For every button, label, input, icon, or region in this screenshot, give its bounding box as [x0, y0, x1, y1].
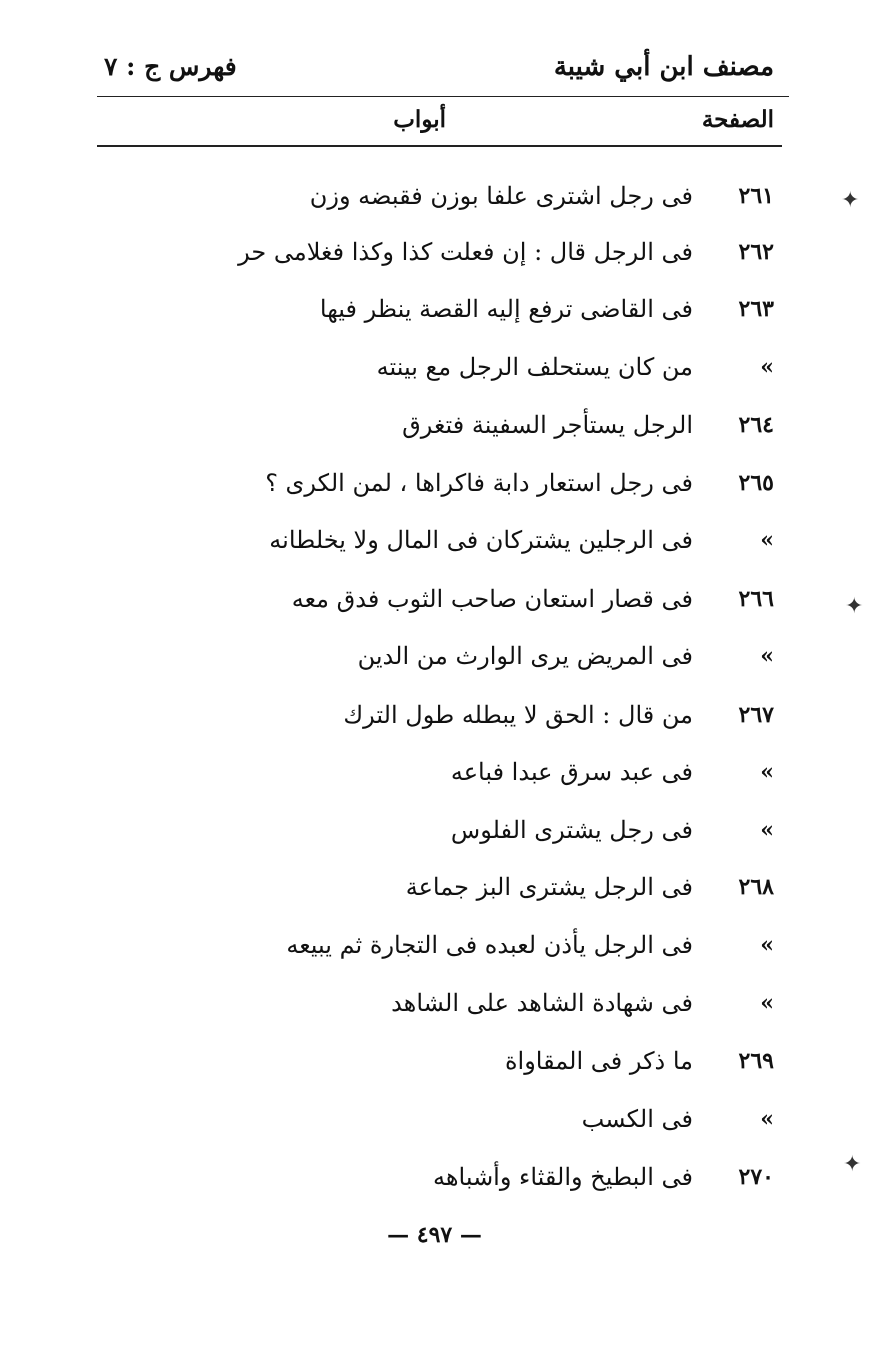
list-item: [174, 289, 774, 329]
entry-page-number: ٢٦٦: [738, 586, 774, 612]
entry-title: فى البطيخ والقثاء وأشباهه: [432, 1163, 693, 1191]
list-item: [174, 636, 774, 676]
margin-mark-icon: ✦: [845, 594, 864, 619]
entry-title: من قال : الحق لا يبطله طول الترك: [343, 701, 693, 729]
entry-title: فى شهادة الشاهد على الشاهد: [391, 989, 693, 1017]
list-item: [174, 925, 774, 965]
entry-page-number: »: [760, 932, 774, 958]
list-item: [174, 983, 774, 1023]
entry-page-number: »: [760, 643, 774, 669]
list-item: [174, 1041, 774, 1081]
entry-page-number: ٢٦٧: [738, 702, 774, 728]
entry-page-number: ٢٦١: [738, 183, 774, 209]
entry-title: فى قصار استعان صاحب الثوب فدق معه: [291, 585, 693, 613]
entry-page-number: »: [760, 817, 774, 843]
list-item: [174, 695, 774, 735]
entry-title: من كان يستحلف الرجل مع بينته: [376, 353, 693, 381]
entry-page-number: ٢٦٥: [738, 470, 774, 496]
index-volume-label: فهرس ج : ٧: [104, 52, 237, 81]
entry-title: فى رجل اشترى علفا بوزن فقبضه وزن: [309, 182, 693, 210]
margin-mark-icon: ✦: [841, 188, 860, 213]
entry-page-number: »: [760, 759, 774, 785]
entry-title: فى الكسب: [581, 1105, 693, 1133]
list-item: [174, 1157, 774, 1197]
list-item: [174, 1099, 774, 1139]
entry-page-number: ٢٦٣: [738, 296, 774, 322]
entry-title: ما ذكر فى المقاواة: [504, 1047, 693, 1075]
entry-title: فى الرجل قال : إن فعلت كذا وكذا فغلامى حر: [238, 238, 693, 266]
entry-page-number: ٢٦٢: [738, 239, 774, 265]
entry-title: فى رجل استعار دابة فاكراها ، لمن الكرى ؟: [265, 469, 693, 497]
list-item: [174, 347, 774, 387]
book-title: مصنف ابن أبي شيبة: [553, 52, 774, 82]
entry-title: فى المريض يرى الوارث من الدين: [357, 642, 693, 670]
list-item: [174, 810, 774, 850]
entry-page-number: »: [760, 527, 774, 553]
column-header-rule: [97, 145, 782, 147]
entry-title: فى القاضى ترفع إليه القصة ينظر فيها: [319, 295, 693, 323]
entry-title: فى الرجلين يشتركان فى المال ولا يخلطانه: [269, 526, 693, 554]
entry-page-number: »: [760, 354, 774, 380]
entry-page-number: ٢٦٨: [738, 874, 774, 900]
entry-page-number: »: [760, 1106, 774, 1132]
list-item: [174, 520, 774, 560]
entry-page-number: ٢٦٤: [738, 412, 774, 438]
margin-mark-icon: ✦: [843, 1152, 862, 1177]
list-item: [174, 463, 774, 503]
list-item: [174, 232, 774, 272]
header-rule: [97, 96, 789, 97]
list-item: [174, 176, 774, 216]
entry-page-number: ٢٧٠: [738, 1164, 774, 1190]
entry-title: فى الرجل يشترى البز جماعة: [405, 873, 693, 901]
list-item: [174, 867, 774, 907]
list-item: [174, 405, 774, 445]
page-number: — ٤٩٧ —: [387, 1222, 482, 1248]
entry-title: فى الرجل يأذن لعبده فى التجارة ثم يبيعه: [286, 931, 693, 959]
page-column-header: الصفحة: [701, 106, 774, 133]
list-item: [174, 579, 774, 619]
list-item: [174, 752, 774, 792]
entry-title: الرجل يستأجر السفينة فتغرق: [402, 411, 693, 439]
sections-column-header: أبواب: [393, 106, 446, 133]
entry-page-number: ٢٦٩: [738, 1048, 774, 1074]
entry-page-number: »: [760, 990, 774, 1016]
entry-title: فى عبد سرق عبدا فباعه: [450, 758, 693, 786]
entry-title: فى رجل يشترى الفلوس: [450, 816, 693, 844]
